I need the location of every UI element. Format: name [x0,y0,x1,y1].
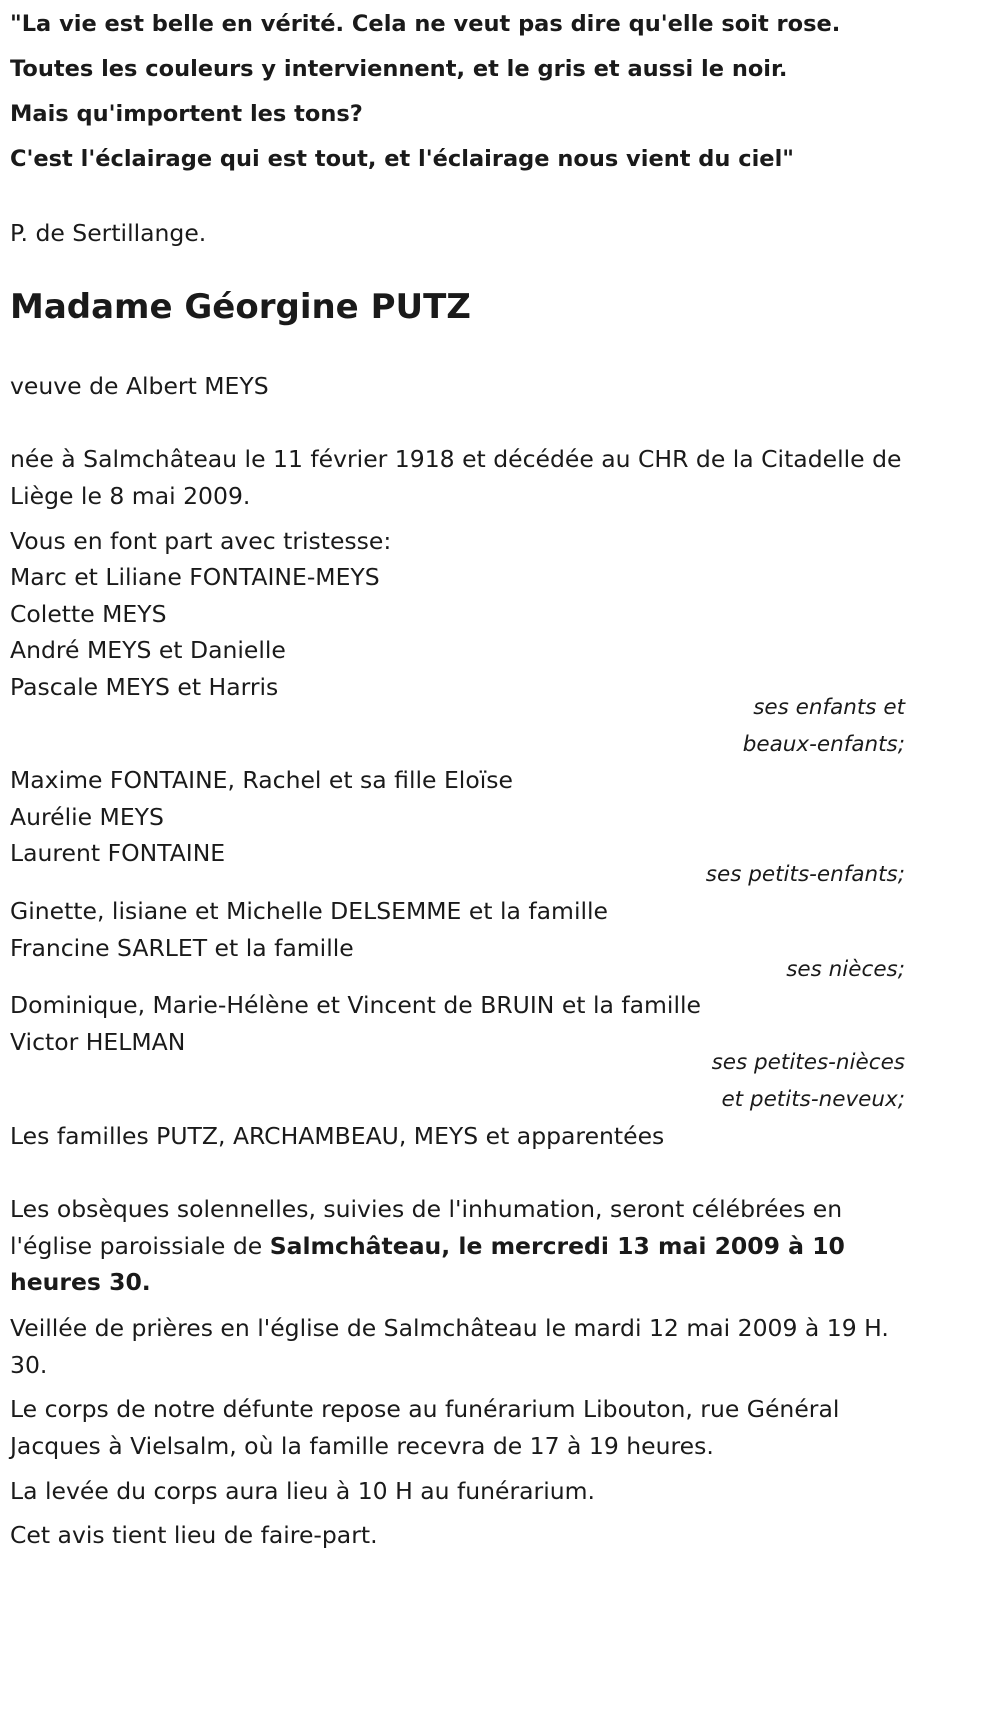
children-group [10,559,905,705]
family-member: Laurent FONTAINE [10,839,226,867]
birth-death: née à Salmchâteau le 11 février 1918 et décédée au CHR de la Citadelle de Liège le 8 mai 2009. [10,445,902,510]
relation-label: ses petits-enfants; [705,862,905,887]
relation-label: ses enfants et [753,695,905,720]
epigraph-line: Toutes les couleurs y interviennent, et le gris et aussi le noir. [10,56,788,82]
funeral-date-place: Salmchâteau, le mercredi 13 mai 2009 à 10 heures 30. [10,1231,845,1296]
grandnieces-relation [10,1045,905,1118]
family-member: Dominique, Marie-Hélène et Vincent de BRUIN et la famille [10,991,701,1019]
family-member: Victor HELMAN [10,1027,186,1056]
family-member: Ginette, lisiane et Michelle DELSEMME et la famille [10,897,608,925]
funeral-intro: Les obsèques solennelles, suivies de l'inhumation, seront célébrées en l'église paroissiale de [10,1195,843,1260]
levee: La levée du corps aura lieu à 10 H au funérarium. [10,1477,595,1505]
family-member: Maxime FONTAINE, Rachel et sa fille Eloïse [10,766,513,794]
funerarium: Le corps de notre défunte repose au funérarium Libouton, rue Général Jacques à Vielsalm, où la famille recevra de 17 à 19 heures. [10,1395,840,1460]
relation-label: beaux-enfants; [742,731,905,757]
relation-label: et petits-neveux; [721,1086,905,1112]
epigraph-author: P. de Sertillange. [10,219,207,247]
family-member: Pascale MEYS et Harris [10,672,279,701]
family-member: Aurélie MEYS [10,802,164,831]
announcement-intro: Vous en font part avec tristesse: [10,527,392,555]
closing: Cet avis tient lieu de faire-part. [10,1521,378,1549]
family-member: Francine SARLET et la famille [10,933,354,962]
relation-label: ses nièces; [786,957,905,982]
family-member: Marc et Liliane FONTAINE-MEYS [10,563,380,591]
epigraph [10,2,905,182]
epigraph-line: Mais qu'importent les tons? [10,101,363,127]
deceased-name: Madame Géorgine PUTZ [10,287,471,327]
families-line: Les familles PUTZ, ARCHAMBEAU, MEYS et apparentées [10,1122,665,1150]
grandchildren-group [10,762,905,872]
relation-label: ses petites-nièces [711,1050,905,1075]
widow-of: veuve de Albert MEYS [10,372,269,400]
epigraph-line: C'est l'éclairage qui est tout, et l'éclairage nous vient du ciel" [10,146,795,172]
funeral-details [10,1191,905,1301]
grandchildren-relation [10,857,905,894]
children-relation [10,690,905,763]
nieces-relation [10,952,905,989]
vigil: Veillée de prières en l'église de Salmchâteau le mardi 12 mai 2009 à 19 H. 30. [10,1314,889,1379]
family-member: André MEYS et Danielle [10,636,286,664]
epigraph-line: "La vie est belle en vérité. Cela ne veut pas dire qu'elle soit rose. [10,11,841,37]
family-member: Colette MEYS [10,599,167,628]
